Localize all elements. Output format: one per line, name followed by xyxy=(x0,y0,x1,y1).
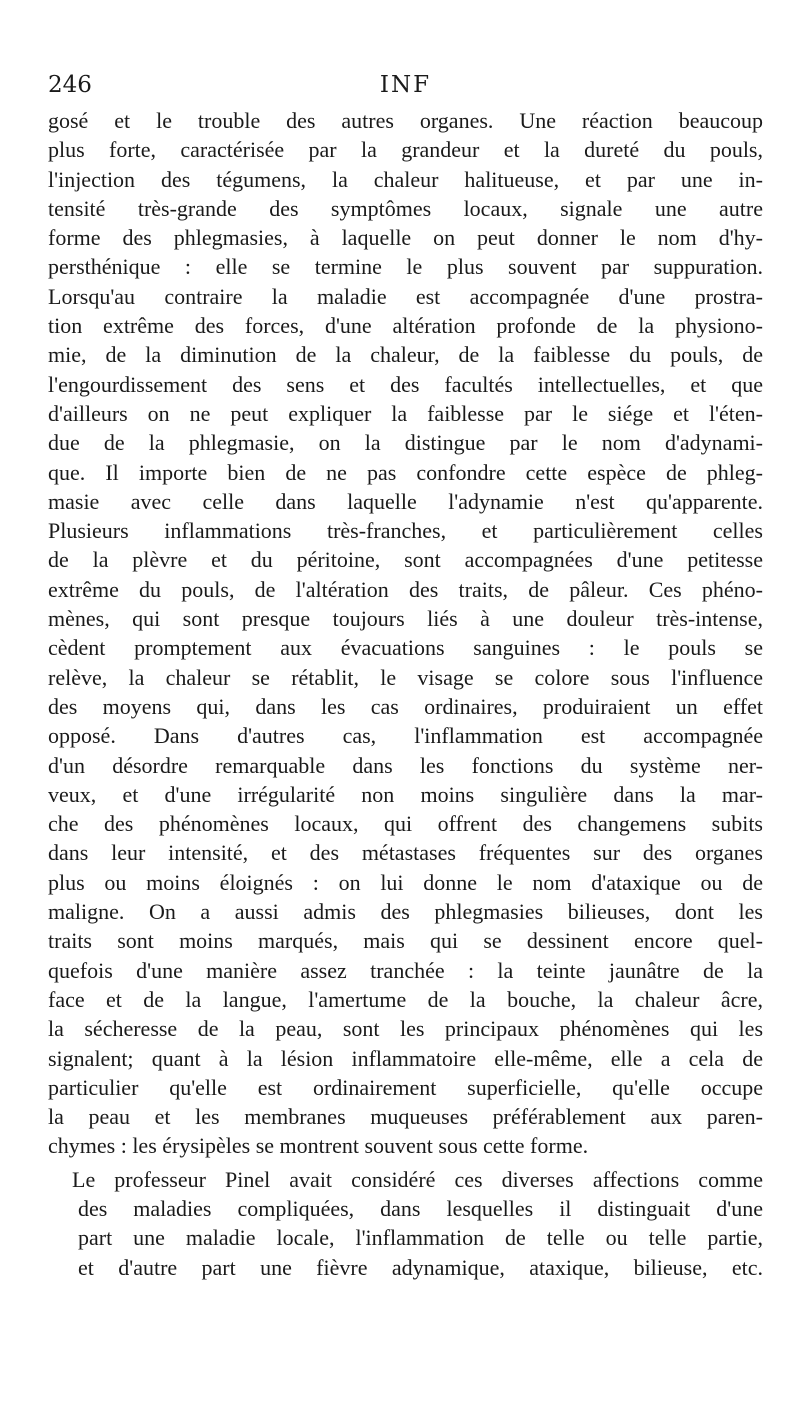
text-line: la peau et les membranes muqueuses préférablement aux paren- xyxy=(48,1104,763,1130)
text-line: che des phénomènes locaux, qui offrent des changemens subits xyxy=(48,811,763,837)
text-line: signalent; quant à la lésion inflammatoire elle-même, elle a cela de xyxy=(48,1045,763,1071)
text-line: plus ou moins éloignés : on lui donne le nom d'ataxique ou de xyxy=(48,869,763,895)
text-line: veux, et d'une irrégularité non moins singulière dans la mar- xyxy=(48,781,763,807)
text-line: mie, de la diminution de la chaleur, de la faiblesse du pouls, de xyxy=(48,342,763,368)
text-line: Plusieurs inflammations très-franches, et particulièrement celles xyxy=(48,518,763,544)
paragraph-2 xyxy=(48,1165,763,1282)
body-text xyxy=(48,106,763,1282)
text-line: mènes, qui sont presque toujours liés à une douleur très-intense, xyxy=(48,606,763,632)
text-line: quefois d'une manière assez tranchée : la teinte jaunâtre de la xyxy=(48,957,763,983)
running-head: INF xyxy=(379,72,432,98)
text-line: masie avec celle dans laquelle l'adynamie n'est qu'apparente. xyxy=(48,488,763,514)
text-line: Lorsqu'au contraire la maladie est accompagnée d'une prostra- xyxy=(48,283,763,309)
text-line: relève, la chaleur se rétablit, le visage se colore sous l'influence xyxy=(48,664,763,690)
text-line: part une maladie locale, l'inflammation de telle ou telle partie, xyxy=(78,1225,763,1251)
text-line: opposé. Dans d'autres cas, l'inflammation est accompagnée xyxy=(48,723,763,749)
text-line: d'ailleurs on ne peut expliquer la faiblesse par le siége et l'éten- xyxy=(48,400,763,426)
text-line: plus forte, caractérisée par la grandeur et la dureté du pouls, xyxy=(48,137,763,163)
text-line: maligne. On a aussi admis des phlegmasies bilieuses, dont les xyxy=(48,899,763,925)
text-line: Le professeur Pinel avait considéré ces diverses affections comme xyxy=(72,1166,763,1192)
text-line: tensité très-grande des symptômes locaux, signale une autre xyxy=(48,195,763,221)
text-line: tion extrême des forces, d'une altération profonde de la physiono- xyxy=(48,313,763,339)
text-line: particulier qu'elle est ordinairement superficielle, qu'elle occupe xyxy=(48,1074,763,1100)
text-line: persthénique : elle se termine le plus souvent par suppuration. xyxy=(48,254,763,280)
text-line: des moyens qui, dans les cas ordinaires, produiraient un effet xyxy=(48,693,763,719)
text-line: forme des phlegmasies, à laquelle on peut donner le nom d'hy- xyxy=(48,225,763,251)
text-line: l'injection des tégumens, la chaleur halitueuse, et par une in- xyxy=(48,166,763,192)
text-line: due de la phlegmasie, on la distingue par le nom d'adynami- xyxy=(48,430,763,456)
text-line: extrême du pouls, de l'altération des traits, de pâleur. Ces phéno- xyxy=(48,576,763,602)
paragraph-1 xyxy=(48,106,763,1161)
text-line: et d'autre part une fièvre adynamique, ataxique, bilieuse, etc. xyxy=(78,1254,763,1280)
text-line: que. Il importe bien de ne pas confondre cette espèce de phleg- xyxy=(48,459,763,485)
book-page xyxy=(48,62,763,1282)
text-line: dans leur intensité, et des métastases fréquentes sur des organes xyxy=(48,840,763,866)
page-header xyxy=(48,62,763,106)
text-line: la sécheresse de la peau, sont les principaux phénomènes qui les xyxy=(48,1016,763,1042)
text-line: traits sont moins marqués, mais qui se dessinent encore quel- xyxy=(48,928,763,954)
text-line: cèdent promptement aux évacuations sanguines : le pouls se xyxy=(48,635,763,661)
text-line: des maladies compliquées, dans lesquelles il distinguait d'une xyxy=(78,1195,763,1221)
text-line: chymes : les érysipèles se montrent souvent sous cette forme. xyxy=(48,1133,589,1159)
text-line: gosé et le trouble des autres organes. Une réaction beaucoup xyxy=(48,108,763,133)
text-line: de la plèvre et du péritoine, sont accompagnées d'une petitesse xyxy=(48,547,763,573)
text-line: face et de la langue, l'amertume de la bouche, la chaleur âcre, xyxy=(48,986,763,1012)
text-line: d'un désordre remarquable dans les fonctions du système ner- xyxy=(48,752,763,778)
page-number: 246 xyxy=(48,72,92,98)
text-line: l'engourdissement des sens et des facultés intellectuelles, et que xyxy=(48,371,763,397)
